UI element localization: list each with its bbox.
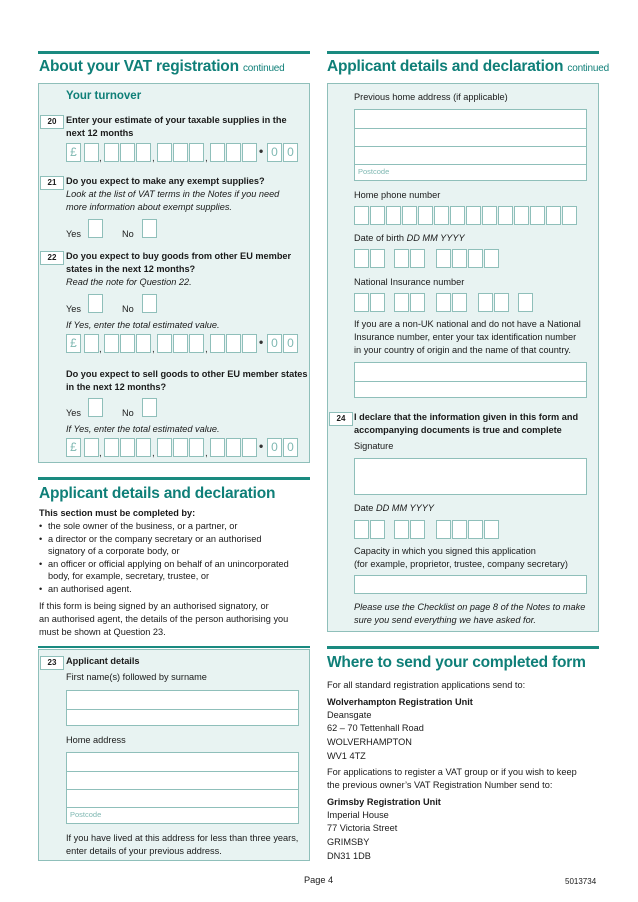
sell-text-2: in the next 12 months? — [66, 382, 167, 392]
digit-box[interactable] — [452, 520, 467, 539]
sell-no-checkbox[interactable] — [142, 398, 157, 417]
separator: , — [205, 448, 208, 459]
capacity-field[interactable] — [354, 575, 587, 594]
digit-box[interactable] — [434, 206, 449, 225]
digit-box[interactable] — [468, 520, 483, 539]
address-line: WV1 4TZ — [327, 751, 366, 761]
section-rule — [38, 477, 310, 480]
if-yes-note: If Yes, enter the total estimated value. — [66, 320, 220, 330]
digit-box[interactable] — [104, 438, 119, 457]
digit-box[interactable] — [394, 520, 409, 539]
address-line: DN31 1DB — [327, 851, 371, 861]
capacity-label-1: Capacity in which you signed this application — [354, 546, 536, 556]
q21-no-checkbox[interactable] — [142, 219, 157, 238]
decimal-point: • — [259, 439, 264, 453]
digit-box[interactable] — [468, 249, 483, 268]
ni-label: National Insurance number — [354, 277, 465, 287]
non-uk-text-2: Insurance number, enter your tax identification number — [354, 332, 577, 342]
q24-text-2: accompanying documents is true and complete — [354, 425, 562, 435]
digit-box[interactable] — [394, 293, 409, 312]
address-line: 77 Victoria Street — [327, 823, 398, 833]
field-divider — [355, 164, 586, 165]
digit-box[interactable] — [354, 293, 369, 312]
digit-box[interactable] — [410, 293, 425, 312]
separator: , — [152, 344, 155, 355]
q24-text-1: I declare that the information given in this form and — [354, 412, 579, 422]
section-rule — [38, 51, 310, 54]
section-rule — [327, 51, 599, 54]
signature-field[interactable] — [354, 458, 587, 495]
sell-text-1: Do you expect to sell goods to other EU member states — [66, 369, 308, 379]
digit-box[interactable] — [157, 438, 172, 457]
list-item: • an officer or official applying on behalf of an unincorporated body, for example, secretary, trustee, or — [39, 558, 314, 583]
digit-box[interactable] — [452, 249, 467, 268]
digit-box[interactable] — [354, 206, 369, 225]
list-item: • an authorised agent. — [39, 583, 314, 596]
digit-box[interactable] — [370, 293, 385, 312]
field-divider — [67, 789, 298, 790]
q21-note-2: more information about exempt supplies. — [66, 202, 232, 212]
form-code: 5013734 — [565, 877, 597, 886]
left-section-heading: About your VAT registration continued — [39, 58, 285, 75]
digit-box[interactable] — [354, 249, 369, 268]
field-divider — [67, 807, 298, 808]
digit-box[interactable] — [436, 293, 451, 312]
digit-box[interactable] — [484, 520, 499, 539]
group-text-1: For applications to register a VAT group or if you wish to keep — [327, 767, 577, 777]
field-divider — [67, 709, 298, 710]
no-label: No — [122, 229, 134, 239]
separator: , — [99, 153, 102, 164]
no-label: No — [122, 408, 134, 418]
authorised-para-2: an authorised agent, the details of the person authorising you — [39, 614, 289, 624]
decimal-point: • — [259, 335, 264, 349]
applicant-heading: Applicant details and declaration — [39, 485, 276, 502]
field-divider — [355, 146, 586, 147]
question-number: 20 — [40, 115, 64, 129]
digit-box[interactable] — [530, 206, 545, 225]
digit-box[interactable] — [120, 143, 135, 162]
digit-box[interactable] — [450, 206, 465, 225]
q23-note-2: enter details of your previous address. — [66, 846, 222, 856]
digit-box[interactable] — [84, 334, 99, 353]
where-to-send-heading: Where to send your completed form — [327, 654, 586, 671]
digit-box[interactable] — [242, 438, 257, 457]
postcode-placeholder: Postcode — [70, 810, 102, 819]
digit-box[interactable] — [410, 520, 425, 539]
digit-box[interactable] — [157, 334, 172, 353]
where-intro: For all standard registration applications send to: — [327, 680, 526, 690]
pence-digit: 0 — [267, 438, 282, 457]
pence-digit: 0 — [283, 334, 298, 353]
field-divider — [355, 381, 586, 382]
completer-list — [39, 520, 314, 595]
sell-yes-checkbox[interactable] — [88, 398, 103, 417]
date-label: Date DD MM YYYY — [354, 503, 435, 513]
digit-box[interactable] — [104, 334, 119, 353]
decimal-point: • — [259, 144, 264, 158]
digit-box[interactable] — [484, 249, 499, 268]
yes-label: Yes — [66, 229, 81, 239]
address-line: GRIMSBY — [327, 837, 370, 847]
postcode-placeholder: Postcode — [358, 167, 390, 176]
digit-box[interactable] — [436, 249, 451, 268]
non-uk-text-3: in your country of origin and the name of that country. — [354, 345, 571, 355]
digit-box[interactable] — [546, 206, 561, 225]
home-address-field[interactable] — [66, 752, 299, 824]
group-text-2: the previous owner’s VAT Registration Number send to: — [327, 780, 553, 790]
digit-box[interactable] — [226, 438, 241, 457]
separator: , — [205, 344, 208, 355]
question-number: 22 — [40, 251, 64, 265]
yes-label: Yes — [66, 304, 81, 314]
digit-box[interactable] — [410, 249, 425, 268]
digit-box[interactable] — [84, 438, 99, 457]
digit-box[interactable] — [436, 520, 451, 539]
digit-box[interactable] — [189, 438, 204, 457]
q22-note: Read the note for Question 22. — [66, 277, 192, 287]
signature-label: Signature — [354, 441, 394, 451]
digit-box[interactable] — [226, 143, 241, 162]
address-line: WOLVERHAMPTON — [327, 737, 412, 747]
separator: , — [99, 344, 102, 355]
digit-box[interactable] — [226, 334, 241, 353]
digit-box[interactable] — [418, 206, 433, 225]
digit-box[interactable] — [210, 143, 225, 162]
address-line: Imperial House — [327, 810, 389, 820]
digit-box[interactable] — [494, 293, 509, 312]
dob-label: Date of birth DD MM YYYY — [354, 233, 465, 243]
digit-box[interactable] — [518, 293, 533, 312]
section-rule — [327, 646, 599, 649]
tax-id-field[interactable] — [354, 362, 587, 398]
digit-box[interactable] — [386, 206, 401, 225]
q22-no-checkbox[interactable] — [142, 294, 157, 313]
digit-box[interactable] — [514, 206, 529, 225]
if-yes-note: If Yes, enter the total estimated value. — [66, 424, 220, 434]
digit-box[interactable] — [210, 438, 225, 457]
q21-text: Do you expect to make any exempt supplies? — [66, 176, 265, 186]
digit-box[interactable] — [562, 206, 577, 225]
name-label: First name(s) followed by surname — [66, 672, 207, 682]
field-divider — [355, 128, 586, 129]
digit-box[interactable] — [120, 334, 135, 353]
digit-box[interactable] — [402, 206, 417, 225]
digit-box[interactable] — [466, 206, 481, 225]
right-section-heading: Applicant details and declaration continued — [327, 58, 609, 75]
checklist-note-2: sure you send everything we have asked for. — [354, 615, 536, 625]
page-number: Page 4 — [304, 875, 334, 885]
pence-digit: 0 — [283, 143, 298, 162]
digit-box[interactable] — [104, 143, 119, 162]
question-number: 24 — [329, 412, 353, 426]
checklist-note-1: Please use the Checklist on page 8 of the Notes to make — [354, 602, 586, 612]
separator: , — [152, 448, 155, 459]
digit-box[interactable] — [370, 206, 385, 225]
name-field[interactable] — [66, 690, 299, 726]
digit-box[interactable] — [189, 334, 204, 353]
digit-box[interactable] — [242, 143, 257, 162]
q23-note-1: If you have lived at this address for less than three years, — [66, 833, 299, 843]
q23-title: Applicant details — [66, 656, 140, 666]
list-item: • a director or the company secretary or an authorised signatory of a corporate body, or — [39, 533, 314, 558]
digit-box[interactable] — [173, 143, 188, 162]
address-line: 62 – 70 Tettenhall Road — [327, 723, 424, 733]
question-number: 21 — [40, 176, 64, 190]
currency-symbol: £ — [66, 438, 81, 457]
digit-box[interactable] — [394, 249, 409, 268]
yes-label: Yes — [66, 408, 81, 418]
authorised-para-1: If this form is being signed by an authorised signatory, or — [39, 601, 269, 611]
digit-box[interactable] — [120, 438, 135, 457]
prev-address-field[interactable] — [354, 109, 587, 181]
currency-symbol: £ — [66, 143, 81, 162]
address-line: Grimsby Registration Unit — [327, 797, 441, 807]
digit-box[interactable] — [370, 520, 385, 539]
digit-box[interactable] — [242, 334, 257, 353]
capacity-label-2: (for example, proprietor, trustee, company secretary) — [354, 559, 568, 569]
non-uk-text-1: If you are a non-UK national and do not have a National — [354, 319, 581, 329]
currency-symbol: £ — [66, 334, 81, 353]
q20-text-1: Enter your estimate of your taxable supplies in the — [66, 115, 287, 125]
prev-address-label: Previous home address (if applicable) — [354, 92, 508, 102]
separator: , — [99, 448, 102, 459]
pence-digit: 0 — [267, 143, 282, 162]
q22-text-1: Do you expect to buy goods from other EU member — [66, 251, 292, 261]
digit-box[interactable] — [370, 249, 385, 268]
digit-box[interactable] — [84, 143, 99, 162]
digit-box[interactable] — [136, 334, 151, 353]
q21-yes-checkbox[interactable] — [88, 219, 103, 238]
home-phone-label: Home phone number — [354, 190, 441, 200]
section-rule — [38, 646, 310, 648]
separator: , — [205, 153, 208, 164]
home-address-label: Home address — [66, 735, 126, 745]
digit-box[interactable] — [482, 206, 497, 225]
digit-box[interactable] — [354, 520, 369, 539]
q22-yes-checkbox[interactable] — [88, 294, 103, 313]
turnover-title: Your turnover — [66, 90, 142, 102]
address-line: Wolverhampton Registration Unit — [327, 697, 473, 707]
digit-box[interactable] — [136, 438, 151, 457]
digit-box[interactable] — [157, 143, 172, 162]
digit-box[interactable] — [210, 334, 225, 353]
question-number: 23 — [40, 656, 64, 670]
address-line: Deansgate — [327, 710, 372, 720]
authorised-para-3: must be shown at Question 23. — [39, 627, 166, 637]
digit-box[interactable] — [452, 293, 467, 312]
pence-digit: 0 — [267, 334, 282, 353]
digit-box[interactable] — [478, 293, 493, 312]
separator: , — [152, 153, 155, 164]
field-divider — [67, 771, 298, 772]
list-item: • the sole owner of the business, or a partner, or — [39, 520, 314, 533]
q20-text-2: next 12 months — [66, 128, 134, 138]
q22-text-2: states in the next 12 months? — [66, 264, 196, 274]
digit-box[interactable] — [173, 334, 188, 353]
pence-digit: 0 — [283, 438, 298, 457]
digit-box[interactable] — [136, 143, 151, 162]
q21-note-1: Look at the list of VAT terms in the Notes if you need — [66, 189, 280, 199]
digit-box[interactable] — [498, 206, 513, 225]
must-complete-text: This section must be completed by: — [39, 508, 196, 518]
digit-box[interactable] — [173, 438, 188, 457]
no-label: No — [122, 304, 134, 314]
digit-box[interactable] — [189, 143, 204, 162]
